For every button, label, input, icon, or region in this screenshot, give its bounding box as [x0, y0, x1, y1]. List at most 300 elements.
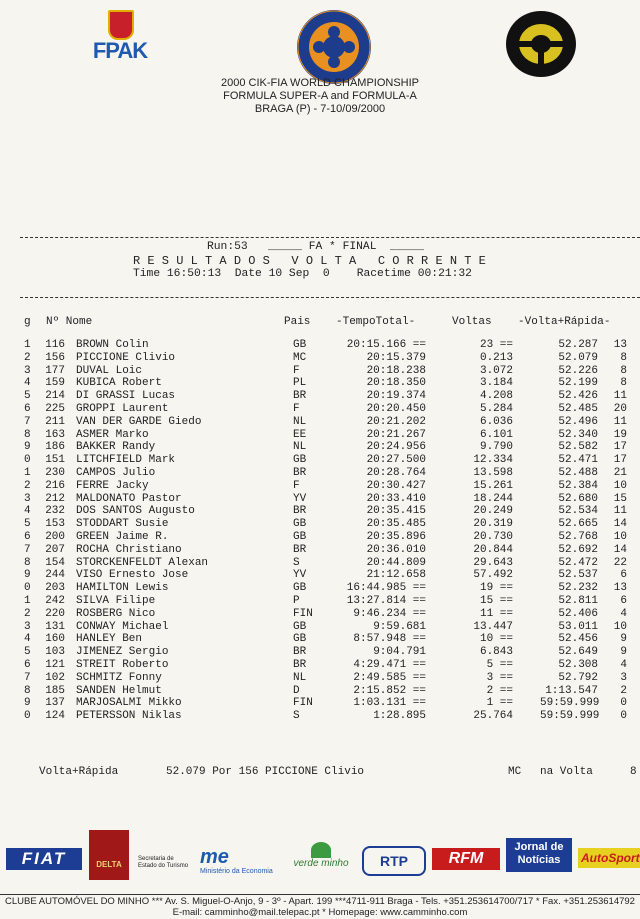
cell-time: 20:18.350: [366, 377, 426, 390]
cell-on: 13: [613, 339, 627, 351]
cell-gap: 20.730: [473, 531, 513, 543]
cell-g: 2: [24, 607, 31, 620]
cell-no: 230: [45, 467, 65, 479]
cell-gap: 3 ==: [486, 671, 513, 684]
cell-g: 4: [24, 633, 31, 646]
cell-g: 6: [24, 403, 31, 415]
table-row: [0, 633, 640, 646]
cell-no: 185: [45, 684, 65, 697]
cell-g: 3: [24, 620, 31, 633]
cell-lap: 52.199: [558, 377, 598, 390]
cell-name: DOS SANTOS Augusto: [76, 505, 195, 518]
cell-on: 13: [613, 582, 627, 595]
cell-g: 1: [24, 467, 31, 479]
sponsor-turismo: Secretaria de Estado do Turismo: [138, 856, 189, 869]
cell-no: 116: [45, 339, 65, 351]
cell-name: JIMENEZ Sergio: [76, 646, 169, 659]
event-subtitle: FORMULA SUPER-A and FORMULA-A: [223, 90, 417, 102]
cell-no: 160: [45, 633, 65, 646]
table-row: [0, 365, 640, 378]
table-row: [0, 377, 640, 390]
cell-name: ROCHA Christiano: [76, 543, 182, 556]
cell-no: 151: [45, 454, 65, 467]
cell-lap: 52.340: [558, 428, 598, 441]
cell-name: STREIT Roberto: [76, 659, 169, 671]
cell-on: 10: [613, 531, 627, 543]
verde-minho-leaf-icon: [311, 842, 331, 858]
cell-lap: 52.485: [558, 403, 598, 415]
cell-no: 211: [45, 415, 65, 428]
cell-name: SILVA Filipe: [76, 595, 156, 607]
cell-lap: 52.488: [558, 467, 598, 479]
cell-no: 159: [45, 377, 65, 390]
cell-pais: P: [293, 595, 300, 607]
cell-no: 121: [45, 659, 65, 671]
cell-on: 14: [613, 543, 627, 556]
cell-time: 8:57.948 ==: [353, 633, 426, 646]
cell-lap: 52.287: [558, 339, 598, 351]
cell-time: 9:59.681: [373, 620, 426, 633]
cell-lap: 52.384: [558, 479, 598, 492]
cell-name: CONWAY Michael: [76, 620, 169, 633]
cell-no: 216: [45, 479, 65, 492]
cell-pais: BR: [293, 543, 307, 556]
cell-time: 20:36.010: [366, 543, 426, 556]
sponsor-rtp: RTP: [362, 846, 426, 876]
cell-gap: 11 ==: [479, 607, 513, 620]
footer-divider: [0, 894, 640, 895]
cell-name: HANLEY Ben: [76, 633, 143, 646]
cell-no: 207: [45, 543, 65, 556]
cell-no: 163: [45, 428, 65, 441]
cell-time: 13:27.814 ==: [346, 595, 426, 607]
cell-on: 9: [620, 633, 627, 646]
cell-on: 9: [620, 646, 627, 659]
cell-gap: 23 ==: [479, 339, 513, 351]
cell-name: ROSBERG Nico: [76, 607, 156, 620]
sponsor-verde-minho: [286, 842, 356, 882]
cell-gap: 2 ==: [486, 684, 513, 697]
cell-pais: GB: [293, 454, 307, 467]
cell-gap: 6.036: [479, 415, 513, 428]
cell-gap: 3.072: [479, 364, 513, 377]
cell-no: 153: [45, 518, 65, 531]
cell-no: 103: [45, 646, 65, 659]
cell-no: 203: [45, 582, 65, 595]
cell-g: 5: [24, 646, 31, 659]
cell-pais: GB: [293, 633, 307, 646]
cell-time: 2:49.585 ==: [353, 671, 426, 684]
col-header-pais: Pais: [284, 316, 311, 328]
cell-on: 14: [613, 518, 627, 531]
cell-on: 11: [613, 505, 627, 518]
sponsor-jornal-noticias: Jornal de Notícias: [506, 838, 572, 872]
cell-lap: 52.472: [558, 556, 598, 569]
cell-no: 102: [45, 671, 65, 684]
sponsor-economia-text: Ministério da Economia: [200, 868, 273, 875]
table-row: [0, 697, 640, 710]
cell-name: GROPPI Laurent: [76, 403, 169, 415]
cell-pais: FIN: [293, 607, 313, 620]
cell-pais: GB: [293, 620, 307, 633]
cell-name: CAMPOS Julio: [76, 467, 156, 479]
cell-on: 8: [620, 377, 627, 390]
cell-name: BAKKER Randy: [76, 441, 156, 454]
cell-pais: F: [293, 403, 300, 415]
cell-lap: 52.308: [558, 659, 598, 671]
cell-on: 6: [620, 595, 627, 607]
cell-pais: BR: [293, 390, 307, 403]
cell-on: 4: [620, 659, 627, 671]
event-title: 2000 CIK-FIA WORLD CHAMPIONSHIP: [220, 77, 420, 89]
table-row: [0, 531, 640, 544]
cell-g: 0: [24, 710, 31, 723]
cell-pais: NL: [293, 441, 307, 454]
fastest-lap-na-volta: na Volta: [540, 766, 593, 778]
cell-g: 9: [24, 697, 31, 710]
cell-lap: 52.426: [558, 390, 598, 403]
cell-g: 8: [24, 556, 31, 569]
cell-name: STODDART Susie: [76, 518, 169, 531]
cell-no: 242: [45, 595, 65, 607]
cell-name: VAN DER GARDE Giedo: [76, 415, 202, 428]
cell-no: 177: [45, 364, 65, 377]
cell-time: 20:21.202: [366, 415, 426, 428]
cell-on: 10: [613, 479, 627, 492]
cell-name: ASMER Marko: [76, 428, 149, 441]
cell-time: 16:44.985 ==: [346, 582, 426, 595]
cell-lap: 52.768: [558, 531, 598, 543]
cell-gap: 20.249: [473, 505, 513, 518]
cell-name: GREEN Jaime R.: [76, 531, 169, 543]
cell-on: 15: [613, 492, 627, 505]
table-row: [0, 339, 640, 352]
cell-no: 225: [45, 403, 65, 415]
cell-name: VISO Ernesto Jose: [76, 569, 189, 582]
cell-pais: D: [293, 684, 300, 697]
cell-gap: 0.213: [479, 351, 513, 364]
cell-g: 6: [24, 659, 31, 671]
cell-on: 8: [620, 351, 627, 364]
cell-time: 20:24.956: [366, 441, 426, 454]
cell-name: LITCHFIELD Mark: [76, 454, 176, 467]
table-row: [0, 454, 640, 467]
sponsor-economia: [200, 846, 278, 874]
cell-g: 3: [24, 364, 31, 377]
fastest-lap-line: [0, 766, 640, 779]
cell-on: 0: [620, 697, 627, 710]
run-line: Run:53 _____ FA * FINAL _____: [207, 241, 424, 253]
col-header-g: g: [24, 316, 31, 328]
table-row: [0, 672, 640, 685]
table-row: [0, 390, 640, 403]
cell-no: 212: [45, 492, 65, 505]
cell-pais: F: [293, 364, 300, 377]
column-headers: [0, 316, 640, 329]
cell-pais: EE: [293, 428, 307, 441]
cell-lap: 52.471: [558, 454, 598, 467]
cell-lap: 53.011: [558, 620, 598, 633]
divider: [20, 297, 640, 298]
cell-pais: BR: [293, 646, 307, 659]
sponsor-verde-minho-text: verde minho: [293, 858, 349, 869]
cell-lap: 52.692: [558, 543, 598, 556]
cell-on: 10: [613, 620, 627, 633]
cell-on: 20: [613, 403, 627, 415]
cell-pais: GB: [293, 339, 307, 351]
cell-name: DUVAL Loic: [76, 364, 143, 377]
cell-no: 200: [45, 531, 65, 543]
sponsor-autosport: AutoSport: [578, 848, 640, 868]
cell-no: 131: [45, 620, 65, 633]
results-title: R E S U L T A D O S V O L T A C O R R E N T E: [133, 254, 486, 268]
cell-time: 20:35.415: [366, 505, 426, 518]
cell-on: 19: [613, 428, 627, 441]
cell-time: 2:15.852 ==: [353, 684, 426, 697]
cell-gap: 13.598: [473, 467, 513, 479]
cell-no: 232: [45, 505, 65, 518]
cell-time: 20:18.238: [366, 364, 426, 377]
cell-no: 186: [45, 441, 65, 454]
cell-lap: 1:13.547: [545, 684, 598, 697]
cell-on: 11: [613, 415, 627, 428]
time-line: Time 16:50:13 Date 10 Sep 0 Racetime 00:21:32: [133, 268, 472, 280]
cell-on: 21: [613, 467, 627, 479]
cell-gap: 25.764: [473, 710, 513, 723]
cell-on: 11: [613, 390, 627, 403]
cell-lap: 52.534: [558, 505, 598, 518]
cell-lap: 52.496: [558, 415, 598, 428]
cell-g: 4: [24, 505, 31, 518]
cell-pais: F: [293, 479, 300, 492]
fpak-shield-icon: [108, 10, 134, 40]
cell-time: 20:21.267: [366, 428, 426, 441]
cell-time: 20:28.764: [366, 467, 426, 479]
cell-time: 9:46.234 ==: [353, 607, 426, 620]
cell-no: 154: [45, 556, 65, 569]
cell-name: FERRE Jacky: [76, 479, 149, 492]
table-row: [0, 441, 640, 454]
cell-time: 20:44.809: [366, 556, 426, 569]
cell-name: HAMILTON Lewis: [76, 582, 169, 595]
cell-lap: 52.665: [558, 518, 598, 531]
cell-on: 8: [620, 364, 627, 377]
cell-gap: 20.319: [473, 518, 513, 531]
cell-pais: YV: [293, 569, 307, 582]
cell-lap: 52.226: [558, 364, 598, 377]
economia-me-icon: me: [200, 846, 229, 868]
cell-g: 2: [24, 479, 31, 492]
cell-gap: 5 ==: [486, 659, 513, 671]
table-row: [0, 429, 640, 442]
cell-name: SANDEN Helmut: [76, 684, 162, 697]
cell-no: 137: [45, 697, 65, 710]
table-row: [0, 582, 640, 595]
fpak-logo-text: FPAK: [92, 38, 148, 63]
cell-time: 20:15.379: [366, 351, 426, 364]
cell-on: 17: [613, 441, 627, 454]
col-header-total-time: -TempoTotal-: [336, 316, 416, 328]
cell-pais: GB: [293, 518, 307, 531]
sponsor-fiat: FIAT: [6, 848, 82, 870]
cell-g: 4: [24, 377, 31, 390]
cell-time: 1:03.131 ==: [353, 697, 426, 710]
cell-on: 6: [620, 569, 627, 582]
table-row: [0, 544, 640, 557]
cell-time: 20:27.500: [366, 454, 426, 467]
cell-lap: 52.792: [558, 671, 598, 684]
cell-g: 5: [24, 390, 31, 403]
table-row: [0, 467, 640, 480]
fpak-logo: [80, 10, 160, 65]
cell-name: STORCKENFELDT Alexan: [76, 556, 209, 569]
fastest-lap-country: MC: [508, 766, 522, 778]
cell-gap: 10 ==: [479, 633, 513, 646]
cell-time: 20:15.166 ==: [346, 339, 426, 351]
table-row: [0, 352, 640, 365]
cell-gap: 9.790: [479, 441, 513, 454]
cell-pais: NL: [293, 415, 307, 428]
cell-lap: 52.537: [558, 569, 598, 582]
cell-g: 1: [24, 595, 31, 607]
cell-time: 4:29.471 ==: [353, 659, 426, 671]
cell-time: 20:20.450: [366, 403, 426, 415]
col-header-laps: Voltas: [452, 316, 492, 328]
cell-name: MARJOSALMI Mikko: [76, 697, 182, 710]
col-header-no-name: Nº Nome: [46, 316, 93, 328]
cell-gap: 1 ==: [486, 697, 513, 710]
cell-pais: YV: [293, 492, 307, 505]
fastest-lap-number: 8: [630, 766, 637, 778]
sponsor-bar: [0, 830, 640, 890]
cell-g: 3: [24, 492, 31, 505]
cell-g: 7: [24, 671, 31, 684]
cell-no: 124: [45, 710, 65, 723]
cell-pais: GB: [293, 582, 307, 595]
table-row: [0, 646, 640, 659]
table-row: [0, 608, 640, 621]
cell-gap: 20.844: [473, 543, 513, 556]
cell-pais: FIN: [293, 697, 313, 710]
cell-time: 20:19.374: [366, 390, 426, 403]
cell-on: 17: [613, 454, 627, 467]
cell-gap: 57.492: [473, 569, 513, 582]
cell-pais: PL: [293, 377, 307, 390]
cell-on: 0: [620, 710, 627, 723]
table-row: [0, 518, 640, 531]
table-row: [0, 557, 640, 570]
cell-lap: 52.582: [558, 441, 598, 454]
footer-address: CLUBE AUTOMÓVEL DO MINHO *** Av. S. Miguel-O-Anjo, 9 - 3º - Apart. 199 ***4711-911 Braga - Tels. +351.253614700/717 * Fax. +351.253614792: [5, 896, 635, 907]
event-venue-date: BRAGA (P) - 7-10/09/2000: [254, 103, 386, 115]
cell-lap: 52.079: [558, 351, 598, 364]
cell-g: 1: [24, 339, 31, 351]
cell-gap: 3.184: [479, 377, 513, 390]
cell-g: 5: [24, 518, 31, 531]
cell-name: BROWN Colin: [76, 339, 149, 351]
cell-g: 7: [24, 543, 31, 556]
table-row: [0, 416, 640, 429]
cell-gap: 6.843: [479, 646, 513, 659]
cell-gap: 19 ==: [479, 582, 513, 595]
cell-name: PETERSSON Niklas: [76, 710, 182, 723]
cell-pais: BR: [293, 659, 307, 671]
table-row: [0, 569, 640, 582]
cell-gap: 4.208: [479, 390, 513, 403]
table-row: [0, 710, 640, 723]
divider: [20, 237, 640, 238]
karting-wheel-logo-icon: [505, 10, 577, 78]
cell-name: PICCIONE Clivio: [76, 351, 176, 364]
cell-name: DI GRASSI Lucas: [76, 390, 176, 403]
cell-lap: 52.649: [558, 646, 598, 659]
cell-g: 0: [24, 582, 31, 595]
table-row: [0, 659, 640, 672]
col-header-fastest-lap: -Volta+Rápida-: [518, 316, 611, 328]
cell-pais: BR: [293, 467, 307, 479]
cell-pais: S: [293, 710, 300, 723]
cell-lap: 52.811: [558, 595, 598, 607]
table-row: [0, 403, 640, 416]
cell-gap: 5.284: [479, 403, 513, 415]
cell-g: 9: [24, 569, 31, 582]
cell-on: 3: [620, 671, 627, 684]
cell-pais: BR: [293, 505, 307, 518]
cell-lap: 52.680: [558, 492, 598, 505]
cell-g: 7: [24, 415, 31, 428]
cell-gap: 29.643: [473, 556, 513, 569]
fastest-lap-text: 52.079 Por 156 PICCIONE Clivio: [166, 766, 365, 778]
cell-lap: 52.232: [558, 582, 598, 595]
cell-no: 156: [45, 351, 65, 364]
cell-gap: 15.261: [473, 479, 513, 492]
table-row: [0, 685, 640, 698]
cell-g: 8: [24, 428, 31, 441]
cell-gap: 15 ==: [479, 595, 513, 607]
table-row: [0, 493, 640, 506]
cell-pais: GB: [293, 531, 307, 543]
footer-contact: E-mail: camminho@mail.telepac.pt * Homepage: www.camminho.com: [172, 907, 468, 918]
cell-on: 22: [613, 556, 627, 569]
cell-time: 20:35.485: [366, 518, 426, 531]
cell-lap: 59:59.999: [540, 697, 600, 710]
table-row: [0, 505, 640, 518]
cell-time: 20:35.896: [366, 531, 426, 543]
cell-g: 0: [24, 454, 31, 467]
cell-gap: 6.101: [479, 428, 513, 441]
cell-on: 4: [620, 607, 627, 620]
cell-pais: NL: [293, 671, 307, 684]
cell-lap: 52.456: [558, 633, 598, 646]
table-row: [0, 621, 640, 634]
cell-g: 2: [24, 351, 31, 364]
cell-g: 9: [24, 441, 31, 454]
cell-time: 1:28.895: [373, 710, 426, 723]
cell-lap: 59:59.999: [540, 710, 600, 723]
cell-name: SCHMITZ Fonny: [76, 671, 162, 684]
cell-gap: 12.334: [473, 454, 513, 467]
cell-no: 244: [45, 569, 65, 582]
cell-time: 21:12.658: [366, 569, 426, 582]
cell-no: 214: [45, 390, 65, 403]
cell-gap: 13.447: [473, 620, 513, 633]
cell-pais: S: [293, 556, 300, 569]
cell-name: KUBICA Robert: [76, 377, 162, 390]
cell-name: MALDONATO Pastor: [76, 492, 182, 505]
sponsor-rfm: RFM: [432, 848, 500, 870]
cell-gap: 18.244: [473, 492, 513, 505]
cell-g: 6: [24, 531, 31, 543]
